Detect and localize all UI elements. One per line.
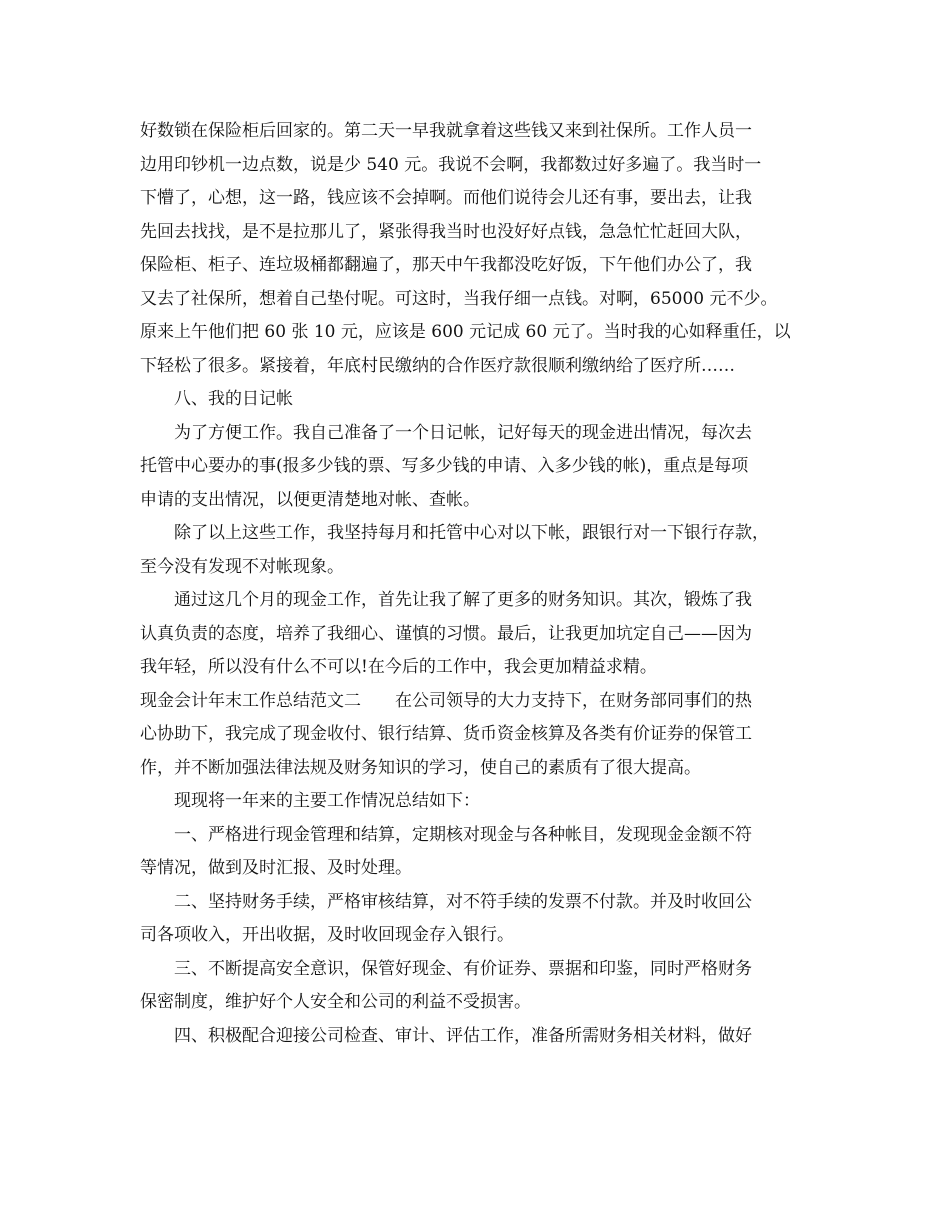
text-line: 原来上午他们把 60 张 10 元，应该是 600 元记成 60 元了。当时我的心如释重任，以 [140, 322, 791, 342]
text-line: 三、不断提高安全意识，保管好现金、有价证券、票据和印鉴，同时严格财务 [174, 958, 752, 979]
text-line: 又去了社保所，想着自己垫付呢。可这时，当我仔细一点钱。对啊，65000 元不少。 [140, 288, 778, 309]
text-line: 申请的支出情况，以便更清楚地对帐、查帐。 [140, 489, 480, 510]
text-line: 等情况，做到及时汇报、及时处理。 [140, 858, 412, 878]
text-line: 保险柜、柜子、连垃圾桶都翻遍了，那天中午我都没吃好饭，下午他们办公了，我 [140, 255, 752, 275]
document-body [140, 115, 830, 1053]
text-line: 二、坚持财务手续，严格审核结算，对不符手续的发票不付款。并及时收回公 [174, 891, 752, 912]
text-line: 八、我的日记帐 [174, 389, 293, 409]
text-line: 司各项收入，开出收据，及时收回现金存入银行。 [140, 925, 514, 945]
text-line: 除了以上这些工作，我坚持每月和托管中心对以下帐，跟银行对一下银行存款， [174, 523, 769, 543]
text-line: 为了方便工作。我自己准备了一个日记帐，记好每天的现金进出情况，每次去 [174, 422, 752, 443]
text-line: 通过这几个月的现金工作，首先让我了解了更多的财务知识。其次，锻炼了我 [174, 590, 752, 610]
text-line: 托管中心要办的事(报多少钱的票、写多少钱的申请、入多少钱的帐)，重点是每项 [140, 456, 749, 476]
text-line: 现金会计年末工作总结范文二 在公司领导的大力支持下，在财务部同事们的热 [140, 690, 752, 711]
text-line: 保密制度，维护好个人安全和公司的利益不受损害。 [140, 992, 531, 1012]
text-line: 心协助下，我完成了现金收付、银行结算、货币资金核算及各类有价证券的保管工 [140, 724, 752, 744]
text-line: 四、积极配合迎接公司检查、审计、评估工作，准备所需财务相关材料，做好 [174, 1025, 752, 1046]
text-line: 边用印钞机一边点数，说是少 540 元。我说不会啊，我都数过好多遍了。我当时一 [140, 154, 762, 175]
text-line: 我年轻，所以没有什么不可以!在今后的工作中，我会更加精益求精。 [140, 657, 657, 677]
text-line: 至今没有发现不对帐现象。 [140, 556, 344, 577]
text-line: 先回去找找，是不是拉那儿了，紧张得我当时也没好好点钱，急急忙忙赶回大队， [140, 221, 752, 242]
text-line: 下轻松了很多。紧接着，年底村民缴纳的合作医疗款很顺利缴纳给了医疗所…… [140, 355, 735, 376]
text-line: 一、严格进行现金管理和结算，定期核对现金与各种帐目，发现现金金额不符 [174, 824, 752, 845]
text-line: 现现将一年来的主要工作情况总结如下： [174, 791, 480, 811]
text-line: 好数锁在保险柜后回家的。第二天一早我就拿着这些钱又来到社保所。工作人员一 [140, 121, 752, 141]
text-line: 下懵了，心想，这一路，钱应该不会掉啊。而他们说待会儿还有事，要出去，让我 [140, 188, 752, 208]
text-line: 认真负责的态度，培养了我细心、谨慎的习惯。最后，让我更加坑定自己——因为 [140, 623, 752, 644]
text-line: 作，并不断加强法律法规及财务知识的学习，使自己的素质有了很大提高。 [140, 757, 701, 778]
